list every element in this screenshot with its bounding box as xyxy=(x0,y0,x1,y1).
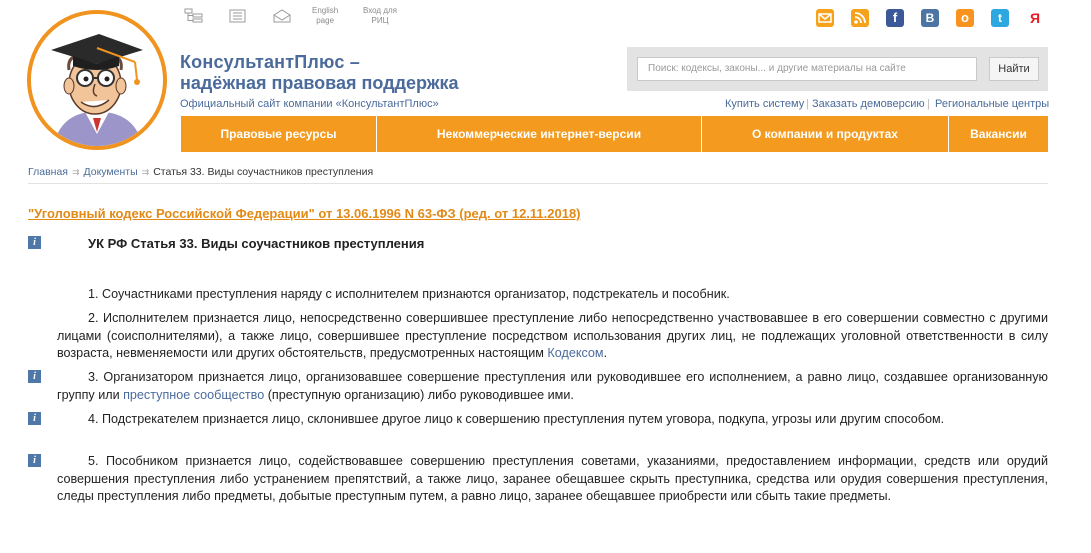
info-icon[interactable]: i xyxy=(28,454,41,467)
breadcrumb-home[interactable]: Главная xyxy=(28,166,68,178)
breadcrumb xyxy=(28,166,373,178)
consultant-logo[interactable] xyxy=(27,10,167,150)
divider xyxy=(28,183,1048,184)
nav-legal-resources[interactable]: Правовые ресурсы xyxy=(220,127,337,141)
info-icon[interactable]: i xyxy=(28,412,41,425)
rss-icon[interactable] xyxy=(851,9,869,27)
paragraph-2 xyxy=(57,310,1048,363)
english-label-1: English xyxy=(312,6,339,15)
brand-title-line2: надёжная правовая поддержка xyxy=(180,73,459,93)
nav-about-company[interactable]: О компании и продуктах xyxy=(752,127,898,141)
yandex-icon[interactable]: Я xyxy=(1026,9,1044,27)
odnoklassniki-icon[interactable]: o xyxy=(956,9,974,27)
twitter-icon[interactable]: t xyxy=(991,9,1009,27)
buy-system-link[interactable]: Купить систему xyxy=(725,98,805,110)
nav-noncommercial-versions[interactable]: Некоммерческие интернет-версии xyxy=(436,127,642,141)
nav-vacancies[interactable]: Вакансии xyxy=(970,127,1027,141)
info-icon[interactable]: i xyxy=(28,236,41,249)
mail-icon[interactable] xyxy=(816,9,834,27)
regional-centers-link[interactable]: Региональные центры xyxy=(935,98,1050,110)
criminal-community-link[interactable]: преступное сообщество xyxy=(123,387,265,402)
english-label-2: page xyxy=(316,16,335,25)
source-document-link[interactable]: "Уголовный кодекс Российской Федерации" от 13.06.1996 N 63-ФЗ (ред. от 12.11.2018) xyxy=(28,206,581,221)
ric-login-link[interactable] xyxy=(363,6,397,26)
search-button[interactable]: Найти xyxy=(989,57,1039,81)
main-nav xyxy=(181,116,1048,152)
link-separator: | xyxy=(927,98,930,110)
paragraph-3 xyxy=(57,369,1048,404)
vkontakte-icon[interactable]: B xyxy=(921,9,939,27)
paragraph-1: 1. Соучастниками преступления наряду с исполнителем признаются организатор, подстрекатель и пособник. xyxy=(88,287,730,301)
breadcrumb-arrow-icon: ⇉ xyxy=(71,167,80,177)
paragraph-2-text: 2. Исполнителем признается лицо, непосредственно совершившее преступление либо непосредственно участвовавшее в его совершении совместно с другими лицами (соисполнителями), а также лицо, совершившее преступление посредством использования других лиц, не подлежащих уголовной ответственности в силу возраста, невменяемости или других обстоятельств, предусмотренных настоящим xyxy=(57,311,1048,360)
info-icon[interactable]: i xyxy=(28,370,41,383)
link-separator: | xyxy=(806,98,809,110)
brand-title-line1: КонсультантПлюс – xyxy=(180,52,360,72)
breadcrumb-documents[interactable]: Документы xyxy=(83,166,138,178)
search-input[interactable]: Поиск: кодексы, законы... и другие материалы на сайте xyxy=(637,57,977,81)
sitemap-icon[interactable] xyxy=(184,8,204,24)
paragraph-4: 4. Подстрекателем признается лицо, склонившее другое лицо к совершению преступления путем уговора, подкупа, угрозы или другим способом. xyxy=(88,412,945,426)
codex-link[interactable]: Кодексом xyxy=(547,346,604,360)
paragraph-3-text: 3. Организатором признается лицо, организовавшее совершение преступления или руководившее его исполнением, а равно лицо, создавшее организованную группу или xyxy=(57,370,1048,402)
paragraph-3-end: (преступную организацию) либо руководившее ими. xyxy=(264,387,574,402)
paragraph-2-end: . xyxy=(603,346,608,360)
breadcrumb-arrow-icon: ⇉ xyxy=(141,167,150,177)
paragraph-5: 5. Пособником признается лицо, содействовавшее совершению преступления советами, указаниями, предоставлением информации, средств или орудий совершения преступления либо устранением препятствий, а также лицо, заранее обещавшее скрыть преступника, средства или орудия совершения преступления, следы преступления либо предметы, добытые преступным путем, а равно лицо, заранее обещавшее приобрести или сбыть такие предметы. xyxy=(57,454,1048,503)
login-label-1: Вход для xyxy=(363,6,397,15)
english-page-link[interactable] xyxy=(312,6,338,26)
brand-site-caption: Официальный сайт компании «КонсультантПлюс» xyxy=(180,98,439,110)
breadcrumb-current: Статья 33. Виды соучастников преступления xyxy=(153,166,374,178)
print-icon[interactable] xyxy=(228,8,248,24)
facebook-icon[interactable]: f xyxy=(886,9,904,27)
login-label-2: РИЦ xyxy=(371,16,389,25)
order-demo-link[interactable]: Заказать демоверсию xyxy=(812,98,925,110)
article-heading: УК РФ Статья 33. Виды соучастников преступления xyxy=(88,236,425,251)
mail-send-icon[interactable] xyxy=(272,8,292,24)
